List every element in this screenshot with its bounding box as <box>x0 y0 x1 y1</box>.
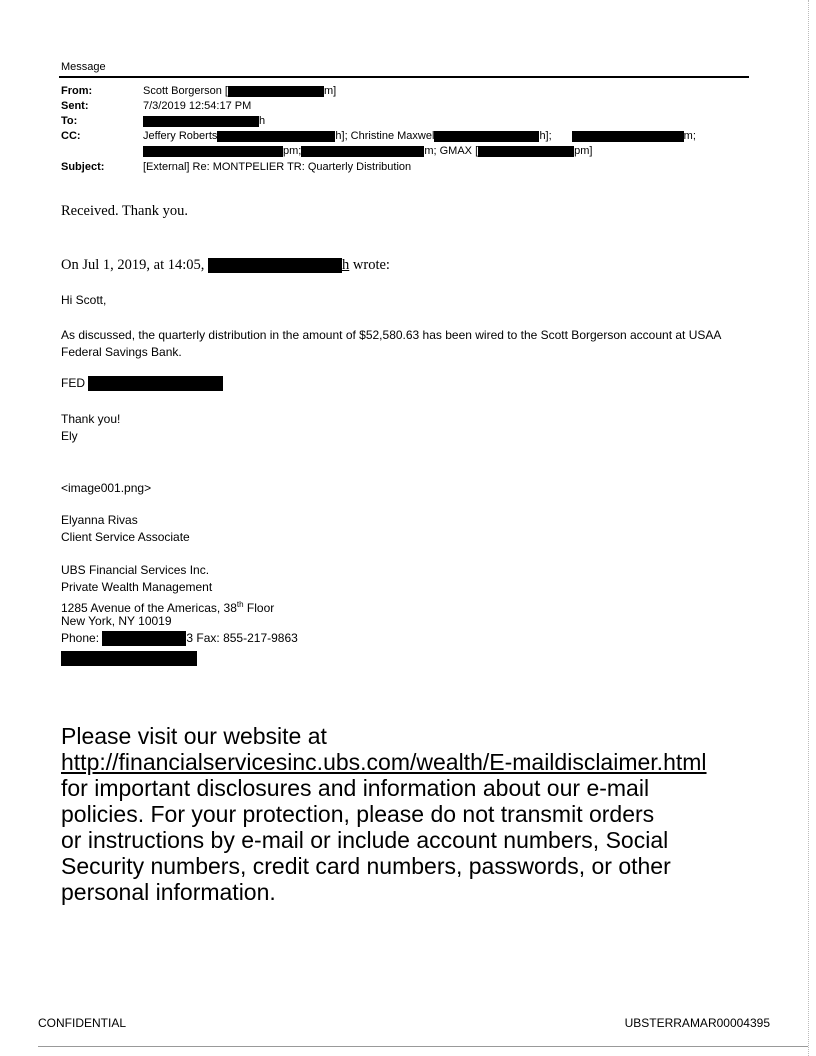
quote-tail: h <box>342 257 350 273</box>
subject-value: [External] Re: MONTPELIER TR: Quarterly Distribution <box>143 161 412 173</box>
cc-name-maxwell: h]; Christine Maxwel <box>335 130 435 142</box>
signature-title: Client Service Associate <box>61 530 190 544</box>
confidential-label: CONFIDENTIAL <box>38 1016 127 1030</box>
company-name: UBS Financial Services Inc. <box>61 563 210 577</box>
disclaimer <box>61 723 751 905</box>
email-redaction-line <box>61 649 197 667</box>
redaction-block <box>143 146 283 157</box>
quote-date: On Jul 1, 2019, at 14:05, <box>61 257 205 273</box>
bates-number: UBSTERRAMAR00004395 <box>624 1016 770 1030</box>
cc-separator: pm; <box>283 145 302 157</box>
subject-label: Subject: <box>61 161 105 173</box>
redaction-block <box>301 146 424 157</box>
image-reference: <image001.png> <box>61 481 152 495</box>
distribution-paragraph: As discussed, the quarterly distribution in the amount of $52,580.63 has been wired to the Scott Borgerson account at USAA Federal Savings Bank. <box>61 328 721 359</box>
sent-label: Sent: <box>61 100 89 112</box>
to-label: To: <box>61 115 78 127</box>
cc-name-gmax: m; GMAX [ <box>424 145 479 157</box>
phone-label: Phone: <box>61 631 100 645</box>
header-rule <box>59 76 749 78</box>
address-floor: Floor <box>243 601 275 615</box>
phone-tail: 3 <box>186 631 194 645</box>
disclaimer-link[interactable]: http://financialservicesinc.ubs.com/wealth/E-maildisclaimer.html <box>61 749 707 775</box>
redaction-block <box>217 131 335 142</box>
fed-line <box>61 375 223 392</box>
from-label: From: <box>61 85 93 97</box>
disclaimer-body: for important disclosures and information about our e-mail policies. For your protection, please do not transmit orders or instructions by e-mail or include account numbers, Social Security numbers, credit card numbers, passwords, or other personal information. <box>61 775 671 905</box>
redaction-block <box>228 86 324 97</box>
cc-value-line2 <box>143 145 592 157</box>
phone-line <box>61 630 298 647</box>
cc-separator: m; <box>683 130 696 142</box>
from-name: Scott Borgerson [ <box>143 85 228 97</box>
thanks-line: Thank you! <box>61 412 121 426</box>
scan-edge-line <box>808 0 809 1056</box>
city-line: New York, NY 10019 <box>61 614 172 628</box>
reply-text: Received. Thank you. <box>61 203 188 219</box>
cc-separator: pm] <box>574 145 593 157</box>
greeting: Hi Scott, <box>61 293 107 307</box>
sent-value: 7/3/2019 12:54:17 PM <box>143 100 252 112</box>
redaction-block <box>434 131 539 142</box>
signoff-line: Ely <box>61 429 78 443</box>
disclaimer-intro: Please visit our website at <box>61 723 327 749</box>
cc-name-roberts: Jeffery Roberts <box>143 130 218 142</box>
to-value <box>143 115 265 127</box>
redaction-block <box>102 631 186 646</box>
redaction-block <box>61 651 197 666</box>
cc-separator: h]; <box>539 130 552 142</box>
redaction-block <box>143 116 259 127</box>
cc-value-line1 <box>143 130 696 142</box>
to-tail: h <box>259 115 266 127</box>
fax-number: Fax: 855-217-9863 <box>193 631 298 645</box>
quote-wrote: wrote: <box>349 257 390 273</box>
address-superscript: th <box>236 600 244 609</box>
cc-label: CC: <box>61 130 81 142</box>
division-name: Private Wealth Management <box>61 580 213 594</box>
redaction-block <box>88 376 223 391</box>
from-tail: m] <box>324 85 337 97</box>
scan-bottom-line <box>38 1046 808 1047</box>
quote-intro <box>61 257 390 274</box>
message-label: Message <box>61 61 106 73</box>
redaction-block <box>478 146 574 157</box>
redaction-block <box>572 131 684 142</box>
from-value <box>143 85 336 97</box>
address-street: 1285 Avenue of the Americas, 38 <box>61 601 237 615</box>
redaction-block <box>208 258 342 273</box>
fed-label: FED <box>61 376 85 390</box>
signature-name: Elyanna Rivas <box>61 513 138 527</box>
